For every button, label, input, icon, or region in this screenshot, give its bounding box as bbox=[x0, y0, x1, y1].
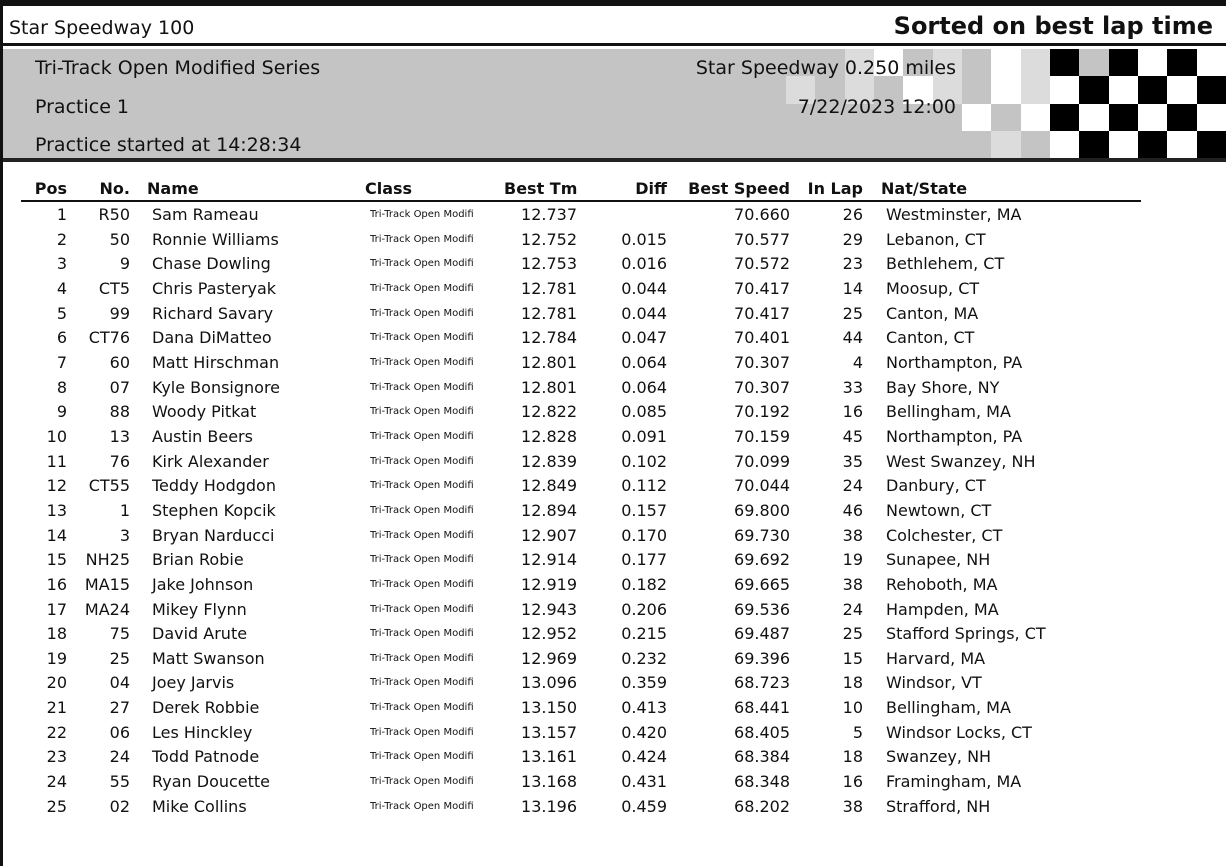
cell-diff: 0.085 bbox=[621, 402, 667, 422]
cell-best-time: 12.952 bbox=[521, 624, 577, 644]
cell-pos: 14 bbox=[46, 525, 67, 545]
table-row bbox=[21, 399, 1141, 424]
cell-best-speed: 70.192 bbox=[734, 402, 790, 422]
race-title: Star Speedway 100 bbox=[9, 17, 195, 39]
cell-pos: 10 bbox=[46, 426, 67, 446]
table-row bbox=[21, 325, 1141, 350]
cell-nat-state: Harvard, MA bbox=[886, 648, 986, 668]
cell-driver-name: Les Hinckley bbox=[152, 722, 253, 742]
table-row bbox=[21, 424, 1141, 449]
cell-class: Tri-Track Open Modifi bbox=[370, 307, 474, 319]
cell-in-lap: 33 bbox=[842, 377, 863, 397]
cell-best-speed: 68.723 bbox=[734, 673, 790, 693]
cell-driver-name: Teddy Hodgdon bbox=[152, 476, 276, 496]
cell-car-number: 06 bbox=[109, 722, 130, 742]
cell-diff: 0.413 bbox=[621, 698, 667, 718]
series-name: Tri-Track Open Modified Series bbox=[35, 57, 321, 79]
table-body bbox=[21, 202, 1141, 818]
cell-class: Tri-Track Open Modifi bbox=[370, 233, 474, 245]
cell-class: Tri-Track Open Modifi bbox=[370, 628, 474, 640]
cell-nat-state: Bellingham, MA bbox=[886, 698, 1011, 718]
cell-best-time: 13.168 bbox=[521, 772, 577, 792]
cell-best-speed: 69.536 bbox=[734, 599, 790, 619]
table-row bbox=[21, 473, 1141, 498]
results-table bbox=[21, 176, 1141, 818]
cell-driver-name: Chase Dowling bbox=[152, 254, 271, 274]
cell-best-speed: 70.417 bbox=[734, 278, 790, 298]
cell-in-lap: 16 bbox=[842, 402, 863, 422]
header-best-time: Best Tm bbox=[504, 179, 578, 198]
cell-best-time: 13.157 bbox=[521, 722, 577, 742]
cell-best-time: 12.801 bbox=[521, 352, 577, 372]
cell-pos: 22 bbox=[46, 722, 67, 742]
cell-nat-state: Northampton, PA bbox=[886, 426, 1023, 446]
cell-pos: 11 bbox=[46, 451, 67, 471]
cell-in-lap: 15 bbox=[842, 648, 863, 668]
cell-class: Tri-Track Open Modifi bbox=[370, 776, 474, 788]
cell-best-speed: 70.307 bbox=[734, 352, 790, 372]
cell-best-speed: 70.577 bbox=[734, 229, 790, 249]
cell-class: Tri-Track Open Modifi bbox=[370, 381, 474, 393]
header-name: Name bbox=[147, 179, 199, 198]
table-row bbox=[21, 301, 1141, 326]
cell-pos: 18 bbox=[46, 624, 67, 644]
cell-best-time: 12.752 bbox=[521, 229, 577, 249]
table-row bbox=[21, 449, 1141, 474]
cell-in-lap: 25 bbox=[842, 624, 863, 644]
cell-driver-name: Ryan Doucette bbox=[152, 772, 271, 792]
cell-nat-state: Sunapee, NH bbox=[886, 550, 991, 570]
cell-car-number: CT76 bbox=[88, 328, 130, 348]
cell-car-number: CT55 bbox=[88, 476, 130, 496]
table-row bbox=[21, 251, 1141, 276]
cell-best-speed: 68.405 bbox=[734, 722, 790, 742]
cell-driver-name: Matt Swanson bbox=[152, 648, 265, 668]
cell-best-time: 12.919 bbox=[521, 574, 577, 594]
cell-pos: 5 bbox=[56, 303, 67, 323]
cell-nat-state: Framingham, MA bbox=[886, 772, 1022, 792]
cell-in-lap: 4 bbox=[852, 352, 863, 372]
cell-pos: 13 bbox=[46, 500, 67, 520]
cell-best-speed: 69.396 bbox=[734, 648, 790, 668]
cell-diff: 0.170 bbox=[621, 525, 667, 545]
cell-best-speed: 69.730 bbox=[734, 525, 790, 545]
cell-class: Tri-Track Open Modifi bbox=[370, 800, 474, 812]
cell-class: Tri-Track Open Modifi bbox=[370, 726, 474, 738]
cell-diff: 0.215 bbox=[621, 624, 667, 644]
cell-best-speed: 70.307 bbox=[734, 377, 790, 397]
cell-diff: 0.206 bbox=[621, 599, 667, 619]
cell-car-number: 60 bbox=[109, 352, 130, 372]
cell-driver-name: Dana DiMatteo bbox=[152, 328, 272, 348]
cell-car-number: 99 bbox=[109, 303, 130, 323]
cell-best-speed: 68.348 bbox=[734, 772, 790, 792]
cell-pos: 15 bbox=[46, 550, 67, 570]
cell-driver-name: Kyle Bonsignore bbox=[152, 377, 281, 397]
cell-car-number: 13 bbox=[109, 426, 130, 446]
cell-pos: 2 bbox=[56, 229, 67, 249]
table-row bbox=[21, 646, 1141, 671]
cell-in-lap: 24 bbox=[842, 476, 863, 496]
event-date: 7/22/2023 12:00 bbox=[797, 96, 956, 118]
cell-class: Tri-Track Open Modifi bbox=[370, 702, 474, 714]
cell-in-lap: 44 bbox=[842, 328, 863, 348]
cell-pos: 19 bbox=[46, 648, 67, 668]
table-row bbox=[21, 498, 1141, 523]
cell-best-time: 12.914 bbox=[521, 550, 577, 570]
cell-class: Tri-Track Open Modifi bbox=[370, 529, 474, 541]
table-row bbox=[21, 695, 1141, 720]
cell-pos: 3 bbox=[56, 254, 67, 274]
cell-class: Tri-Track Open Modifi bbox=[370, 554, 474, 566]
cell-nat-state: Northampton, PA bbox=[886, 352, 1023, 372]
cell-class: Tri-Track Open Modifi bbox=[370, 603, 474, 615]
cell-class: Tri-Track Open Modifi bbox=[370, 430, 474, 442]
cell-diff: 0.044 bbox=[621, 303, 667, 323]
cell-best-time: 12.828 bbox=[521, 426, 577, 446]
cell-nat-state: Windsor Locks, CT bbox=[886, 722, 1032, 742]
cell-in-lap: 38 bbox=[842, 796, 863, 816]
cell-best-time: 12.753 bbox=[521, 254, 577, 274]
cell-pos: 9 bbox=[56, 402, 67, 422]
cell-nat-state: Newtown, CT bbox=[886, 500, 992, 520]
cell-diff: 0.177 bbox=[621, 550, 667, 570]
table-row bbox=[21, 202, 1141, 227]
header-best-speed: Best Speed bbox=[688, 179, 790, 198]
cell-diff: 0.424 bbox=[621, 747, 667, 767]
cell-in-lap: 18 bbox=[842, 673, 863, 693]
cell-best-speed: 70.401 bbox=[734, 328, 790, 348]
cell-car-number: R50 bbox=[98, 205, 130, 224]
cell-pos: 21 bbox=[46, 698, 67, 718]
cell-driver-name: David Arute bbox=[152, 624, 248, 644]
cell-class: Tri-Track Open Modifi bbox=[370, 652, 474, 664]
cell-nat-state: Colchester, CT bbox=[886, 525, 1003, 545]
cell-in-lap: 38 bbox=[842, 525, 863, 545]
cell-nat-state: Stafford Springs, CT bbox=[886, 624, 1046, 644]
cell-nat-state: Hampden, MA bbox=[886, 599, 999, 619]
cell-nat-state: Windsor, VT bbox=[886, 673, 982, 693]
info-band bbox=[3, 49, 1226, 162]
cell-best-speed: 69.800 bbox=[734, 500, 790, 520]
cell-driver-name: Sam Rameau bbox=[152, 205, 259, 224]
cell-in-lap: 46 bbox=[842, 500, 863, 520]
cell-car-number: 76 bbox=[109, 451, 130, 471]
cell-class: Tri-Track Open Modifi bbox=[370, 578, 474, 590]
cell-diff: 0.047 bbox=[621, 328, 667, 348]
cell-in-lap: 23 bbox=[842, 254, 863, 274]
cell-in-lap: 24 bbox=[842, 599, 863, 619]
cell-best-time: 12.801 bbox=[521, 377, 577, 397]
cell-in-lap: 14 bbox=[842, 278, 863, 298]
cell-driver-name: Ronnie Williams bbox=[152, 229, 279, 249]
header-no: No. bbox=[99, 179, 130, 198]
cell-pos: 23 bbox=[46, 747, 67, 767]
cell-best-time: 13.096 bbox=[521, 673, 577, 693]
cell-best-time: 12.849 bbox=[521, 476, 577, 496]
cell-best-speed: 70.159 bbox=[734, 426, 790, 446]
header-diff: Diff bbox=[635, 179, 667, 198]
cell-best-time: 12.737 bbox=[521, 205, 577, 224]
cell-nat-state: Lebanon, CT bbox=[886, 229, 986, 249]
cell-best-time: 13.196 bbox=[521, 796, 577, 816]
table-row bbox=[21, 769, 1141, 794]
cell-nat-state: Swanzey, NH bbox=[886, 747, 992, 767]
cell-driver-name: Chris Pasteryak bbox=[152, 278, 277, 298]
cell-nat-state: Bellingham, MA bbox=[886, 402, 1011, 422]
cell-best-time: 13.150 bbox=[521, 698, 577, 718]
cell-pos: 25 bbox=[46, 796, 67, 816]
cell-best-speed: 68.384 bbox=[734, 747, 790, 767]
table-row bbox=[21, 350, 1141, 375]
cell-class: Tri-Track Open Modifi bbox=[370, 258, 474, 270]
cell-in-lap: 5 bbox=[852, 722, 863, 742]
cell-class: Tri-Track Open Modifi bbox=[370, 332, 474, 344]
cell-best-time: 12.781 bbox=[521, 303, 577, 323]
cell-pos: 6 bbox=[56, 328, 67, 348]
cell-diff: 0.182 bbox=[621, 574, 667, 594]
cell-car-number: MA15 bbox=[84, 574, 130, 594]
cell-nat-state: Rehoboth, MA bbox=[886, 574, 998, 594]
cell-best-time: 12.839 bbox=[521, 451, 577, 471]
cell-in-lap: 26 bbox=[842, 205, 863, 224]
cell-best-speed: 70.099 bbox=[734, 451, 790, 471]
cell-diff: 0.112 bbox=[621, 476, 667, 496]
cell-car-number: 75 bbox=[109, 624, 130, 644]
cell-best-speed: 69.487 bbox=[734, 624, 790, 644]
cell-driver-name: Mikey Flynn bbox=[152, 599, 247, 619]
cell-nat-state: Moosup, CT bbox=[886, 278, 980, 298]
cell-in-lap: 18 bbox=[842, 747, 863, 767]
table-row bbox=[21, 744, 1141, 769]
cell-class: Tri-Track Open Modifi bbox=[370, 282, 474, 294]
table-row bbox=[21, 572, 1141, 597]
cell-best-time: 12.781 bbox=[521, 278, 577, 298]
cell-best-speed: 70.417 bbox=[734, 303, 790, 323]
cell-in-lap: 29 bbox=[842, 229, 863, 249]
title-bar bbox=[0, 6, 1226, 46]
cell-driver-name: Brian Robie bbox=[152, 550, 244, 570]
cell-best-time: 12.822 bbox=[521, 402, 577, 422]
table-row bbox=[21, 794, 1141, 819]
cell-pos: 4 bbox=[56, 278, 67, 298]
cell-diff: 0.102 bbox=[621, 451, 667, 471]
cell-best-speed: 69.692 bbox=[734, 550, 790, 570]
cell-best-speed: 68.441 bbox=[734, 698, 790, 718]
cell-driver-name: Jake Johnson bbox=[152, 574, 254, 594]
cell-driver-name: Joey Jarvis bbox=[152, 673, 235, 693]
cell-diff: 0.044 bbox=[621, 278, 667, 298]
cell-car-number: 25 bbox=[109, 648, 130, 668]
cell-best-time: 13.161 bbox=[521, 747, 577, 767]
cell-in-lap: 16 bbox=[842, 772, 863, 792]
cell-diff: 0.359 bbox=[621, 673, 667, 693]
cell-class: Tri-Track Open Modifi bbox=[370, 406, 474, 418]
cell-nat-state: Strafford, NH bbox=[886, 796, 991, 816]
cell-diff: 0.091 bbox=[621, 426, 667, 446]
cell-car-number: 3 bbox=[119, 525, 130, 545]
cell-nat-state: Bethlehem, CT bbox=[886, 254, 1005, 274]
cell-class: Tri-Track Open Modifi bbox=[370, 504, 474, 516]
cell-car-number: MA24 bbox=[84, 599, 130, 619]
cell-driver-name: Austin Beers bbox=[152, 426, 253, 446]
cell-driver-name: Matt Hirschman bbox=[152, 352, 280, 372]
cell-best-speed: 70.572 bbox=[734, 254, 790, 274]
cell-class: Tri-Track Open Modifi bbox=[370, 751, 474, 763]
cell-car-number: 55 bbox=[109, 772, 130, 792]
cell-nat-state: Canton, CT bbox=[886, 328, 975, 348]
cell-car-number: 24 bbox=[109, 747, 130, 767]
cell-in-lap: 45 bbox=[842, 426, 863, 446]
table-row bbox=[21, 621, 1141, 646]
cell-class: Tri-Track Open Modifi bbox=[370, 480, 474, 492]
cell-pos: 20 bbox=[46, 673, 67, 693]
header-pos: Pos bbox=[34, 179, 67, 198]
cell-class: Tri-Track Open Modifi bbox=[370, 455, 474, 467]
table-row bbox=[21, 375, 1141, 400]
cell-diff: 0.459 bbox=[621, 796, 667, 816]
cell-nat-state: Danbury, CT bbox=[886, 476, 986, 496]
cell-diff: 0.420 bbox=[621, 722, 667, 742]
cell-diff: 0.016 bbox=[621, 254, 667, 274]
cell-pos: 8 bbox=[56, 377, 67, 397]
table-header-row bbox=[21, 176, 1141, 202]
cell-driver-name: Stephen Kopcik bbox=[152, 500, 276, 520]
cell-car-number: 88 bbox=[109, 402, 130, 422]
cell-driver-name: Bryan Narducci bbox=[152, 525, 275, 545]
cell-in-lap: 10 bbox=[842, 698, 863, 718]
cell-nat-state: Bay Shore, NY bbox=[886, 377, 1000, 397]
cell-best-time: 12.894 bbox=[521, 500, 577, 520]
cell-car-number: 04 bbox=[109, 673, 130, 693]
cell-diff: 0.064 bbox=[621, 352, 667, 372]
cell-car-number: 1 bbox=[119, 500, 130, 520]
cell-best-time: 12.784 bbox=[521, 328, 577, 348]
cell-best-speed: 68.202 bbox=[734, 796, 790, 816]
cell-in-lap: 35 bbox=[842, 451, 863, 471]
cell-in-lap: 38 bbox=[842, 574, 863, 594]
cell-pos: 24 bbox=[46, 772, 67, 792]
cell-pos: 7 bbox=[56, 352, 67, 372]
cell-driver-name: Mike Collins bbox=[152, 796, 247, 816]
cell-driver-name: Todd Patnode bbox=[152, 747, 260, 767]
cell-diff: 0.015 bbox=[621, 229, 667, 249]
cell-nat-state: Westminster, MA bbox=[886, 205, 1022, 224]
track-info: Star Speedway 0.250 miles bbox=[695, 57, 956, 79]
cell-driver-name: Richard Savary bbox=[152, 303, 274, 323]
header-in-lap: In Lap bbox=[807, 179, 863, 198]
cell-pos: 16 bbox=[46, 574, 67, 594]
cell-best-time: 12.907 bbox=[521, 525, 577, 545]
cell-diff: 0.232 bbox=[621, 648, 667, 668]
cell-car-number: CT5 bbox=[98, 278, 130, 298]
cell-in-lap: 19 bbox=[842, 550, 863, 570]
cell-pos: 1 bbox=[56, 205, 67, 224]
table-row bbox=[21, 547, 1141, 572]
session-start-time: Practice started at 14:28:34 bbox=[35, 134, 302, 156]
table-row bbox=[21, 227, 1141, 252]
cell-pos: 17 bbox=[46, 599, 67, 619]
cell-class: Tri-Track Open Modifi bbox=[370, 677, 474, 689]
cell-best-speed: 69.665 bbox=[734, 574, 790, 594]
cell-car-number: NH25 bbox=[85, 550, 130, 570]
cell-class: Tri-Track Open Modifi bbox=[370, 356, 474, 368]
session-name: Practice 1 bbox=[35, 96, 130, 118]
table-row bbox=[21, 720, 1141, 745]
cell-car-number: 27 bbox=[109, 698, 130, 718]
table-row bbox=[21, 670, 1141, 695]
cell-in-lap: 25 bbox=[842, 303, 863, 323]
table-row bbox=[21, 523, 1141, 548]
cell-car-number: 9 bbox=[119, 254, 130, 274]
table-row bbox=[21, 276, 1141, 301]
cell-best-time: 12.969 bbox=[521, 648, 577, 668]
cell-driver-name: Kirk Alexander bbox=[152, 451, 269, 471]
cell-nat-state: Canton, MA bbox=[886, 303, 979, 323]
cell-diff: 0.431 bbox=[621, 772, 667, 792]
cell-best-time: 12.943 bbox=[521, 599, 577, 619]
cell-car-number: 07 bbox=[109, 377, 130, 397]
cell-diff: 0.064 bbox=[621, 377, 667, 397]
table-row bbox=[21, 597, 1141, 622]
cell-class: Tri-Track Open Modifi bbox=[370, 209, 474, 220]
cell-best-speed: 70.660 bbox=[734, 205, 790, 224]
cell-car-number: 50 bbox=[109, 229, 130, 249]
cell-best-speed: 70.044 bbox=[734, 476, 790, 496]
sort-label: Sorted on best lap time bbox=[893, 12, 1213, 40]
cell-driver-name: Derek Robbie bbox=[152, 698, 260, 718]
header-nat-state: Nat/State bbox=[881, 179, 968, 198]
cell-car-number: 02 bbox=[109, 796, 130, 816]
cell-driver-name: Woody Pitkat bbox=[152, 402, 257, 422]
cell-diff: 0.157 bbox=[621, 500, 667, 520]
cell-pos: 12 bbox=[46, 476, 67, 496]
cell-nat-state: West Swanzey, NH bbox=[886, 451, 1036, 471]
header-class: Class bbox=[365, 179, 413, 198]
